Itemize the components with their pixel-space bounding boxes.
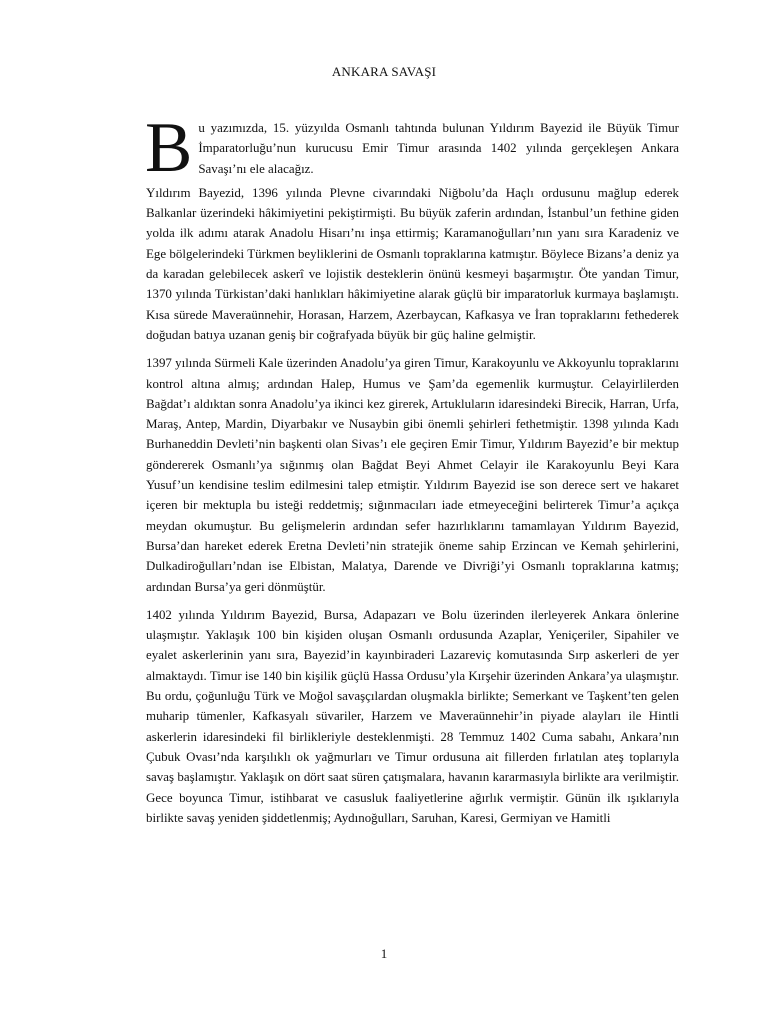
intro-paragraph	[145, 109, 679, 187]
page-title: ANKARA SAVAŞI	[331, 64, 437, 79]
body-paragraph-2: 1397 yılında Sürmeli Kale üzerinden Anadolu’ya giren Timur, Karakoyunlu ve Akkoyunlu topraklarını kontrol altına almış; ardından Halep, Humus ve Şam’da egemenlik kurmuştur. Celayirlilerden Bağdat’ı aldıktan sonra Anadolu’ya ikinci kez girerek, Artukluların idaresindeki Birecik, Harran, Urfa, Maraş, Antep, Mardin, Diyarbakır ve Nusaybin gibi önemli şehirleri fethetmiştir. 1398 yılında Kadı Burhaneddin Devleti’nin başkenti olan Sivas’ı ele geçiren Emir Timur, Yıldırım Bayezid’e bir mektup göndererek Osmanlı’ya sığınmış olan Bağdat Beyi Ahmet Celayir ile Karakoyunlu Beyi Kara Yusuf’un kendisine teslim edilmesini talep etmiştir. Yıldırım Bayezid ise son derece sert ve hakaret içeren bir mektupla bu isteği reddetmiş; sığınmacıları iade etmeyeceğini belirterek Timur’a açıkça meydan okumuştur. Bu gelişmelerin ardından sefer hazırlıklarını tamamlayan Yıldırım Bayezid, Bursa’dan hareket ederek Eretna Devleti’nin stratejik öneme sahip Erzincan ve Kemah şehirlerini, Dulkadiroğulları’ndan ise Elbistan, Malatya, Darende ve Divriği’yi Osmanlı topraklarına katmış; ardından Bursa’ya geri dönmüştür.	[146, 355, 679, 594]
body-paragraph-3: 1402 yılında Yıldırım Bayezid, Bursa, Adapazarı ve Bolu üzerinden ilerleyerek Ankara önlerine ulaşmıştır. Yaklaşık 100 bin kişiden oluşan Osmanlı ordusunda Azaplar, Yeniçeriler, Sipahiler ve eyalet askerlerinin yanı sıra, Bayezid’in kayınbiraderi Lazareviç komutasında Sırp askerleri de yer almaktaydı. Timur ise 140 bin kişilik güçlü Hassa Ordusu’yla Kırşehir üzerinden Ankara’ya ulaşmıştır. Bu ordu, çoğunluğu Türk ve Moğol savaşçılardan oluşmakla birlikte; Semerkant ve Taşkent’ten gelen muharip tümenler, Kafkasyalı süvariler, Harzem ve Maveraünnehir’in piyade alayları ile Hintli askerlerin idaresindeki fil birlikleriyle desteklenmişti. 28 Temmuz 1402 Cuma sabahı, Ankara’nın Çubuk Ovası’nda karşılıklı ok yağmurları ve Timur ordusuna ait fillerden fırlatılan ateş toplarıyla savaş başlamıştır. Yaklaşık on dört saat süren çatışmalara, havanın kararmasıyla birlikte ara verilmiştir. Gece boyunca Timur, istihbarat ve casusluk faaliyetlerine ağırlık vermiştir. Günün ilk ışıklarıyla birlikte savaş yeniden şiddetlenmiş; Aydınoğulları, Saruhan, Karesi, Germiyan ve Hamitli	[146, 606, 679, 825]
body-paragraph-1: Yıldırım Bayezid, 1396 yılında Plevne civarındaki Niğbolu’da Haçlı ordusunu mağlup ederek Balkanlar üzerindeki hâkimiyetini pekiştirmişti. Bu büyük zaferin ardından, İstanbul’un fethine giden yolda ilk adımı atarak Anadolu Hisarı’nı inşa ettirmiş; Karamanoğulları’nın yanı sıra Karadeniz ve Ege bölgelerindeki Türkmen beyliklerini de Osmanlı topraklarına katmıştır. Böylece Bizans’a deniz ya da karadan gelebilecek askerî ve lojistik desteklerin önünü kesmeyi başarmıştır. Öte yandan Timur, 1370 yılında Türkistan’daki hanlıkları hâkimiyetine alarak güçlü bir imparatorluk kurmaya başlamıştı. Kısa sürede Maveraünnehir, Horasan, Harzem, Azerbaycan, Kafkasya ve İran topraklarını fethederek doğudan batıya uzanan geniş bir coğrafyada büyük bir güç haline gelmiştir.	[146, 184, 679, 342]
drop-cap: B	[145, 109, 193, 187]
document-body	[145, 109, 679, 836]
page-number: 1	[380, 946, 388, 961]
intro-text: u yazımızda, 15. yüzyılda Osmanlı tahtında bulunan Yıldırım Bayezid ile Büyük Timur İmparatorluğu’nun kurucusu Emir Timur arasında 1402 yılında gerçekleşen Ankara Savaşı’nı ele alacağız.	[198, 120, 679, 176]
